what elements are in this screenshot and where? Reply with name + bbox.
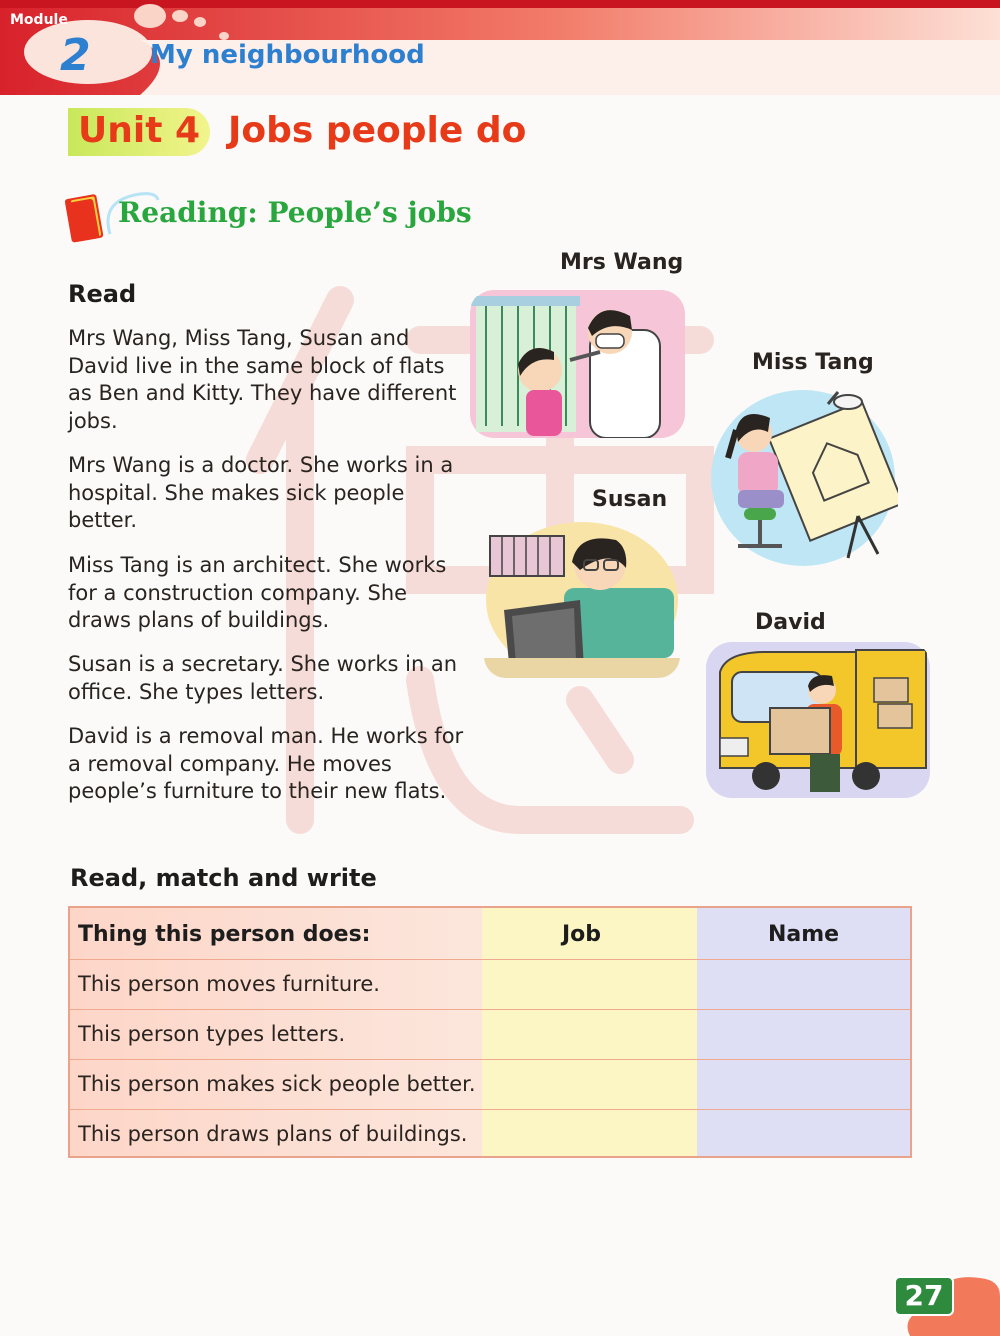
read-paragraph-susan: Susan is a secretary. She works in an office. She types letters.: [68, 652, 458, 704]
read-heading: Read: [68, 280, 137, 308]
read-paragraph-miss-tang: Miss Tang is an architect. She works for a construction company. She draws plans of buildings.: [68, 553, 447, 632]
module-label: Module: [10, 12, 68, 28]
miss-tang-illustration: [708, 386, 898, 566]
david-illustration: [706, 642, 930, 798]
row-divider: [70, 1109, 910, 1110]
mrs-wang-illustration: [470, 290, 685, 438]
module-number: 2: [60, 30, 91, 81]
row-divider: [70, 1009, 910, 1010]
unit-title: Jobs people do: [228, 110, 527, 151]
read-paragraph-david: David is a removal man. He works for a removal company. He moves people’s furniture to their new flats.: [68, 724, 464, 803]
susan-illustration: [484, 518, 680, 678]
table-row: This person types letters.: [78, 1022, 346, 1046]
table-row: This person draws plans of buildings.: [78, 1122, 468, 1146]
match-table: [68, 906, 912, 1158]
label-david: David: [755, 610, 826, 635]
module-title: My neighbourhood: [150, 40, 425, 70]
header-thing: Thing this person does:: [78, 922, 371, 947]
label-susan: Susan: [592, 487, 668, 512]
page-number: 27: [894, 1276, 954, 1316]
reading-heading: Reading: People’s jobs: [118, 196, 472, 229]
row-divider: [70, 1059, 910, 1060]
read-paragraph-mrs-wang: Mrs Wang is a doctor. She works in a hospital. She makes sick people better.: [68, 453, 454, 532]
label-miss-tang: Miss Tang: [752, 350, 874, 375]
label-mrs-wang: Mrs Wang: [560, 250, 684, 275]
match-heading: Read, match and write: [70, 864, 377, 892]
unit-number: Unit 4: [78, 110, 200, 151]
header-name: Name: [768, 922, 840, 947]
table-row: This person makes sick people better.: [78, 1072, 476, 1096]
row-divider: [70, 959, 910, 960]
read-paragraph-intro: Mrs Wang, Miss Tang, Susan and David live in the same block of flats as Ben and Kitty. They have different jobs.: [68, 326, 457, 433]
table-row: This person moves furniture.: [78, 972, 380, 996]
header-job: Job: [562, 922, 602, 947]
